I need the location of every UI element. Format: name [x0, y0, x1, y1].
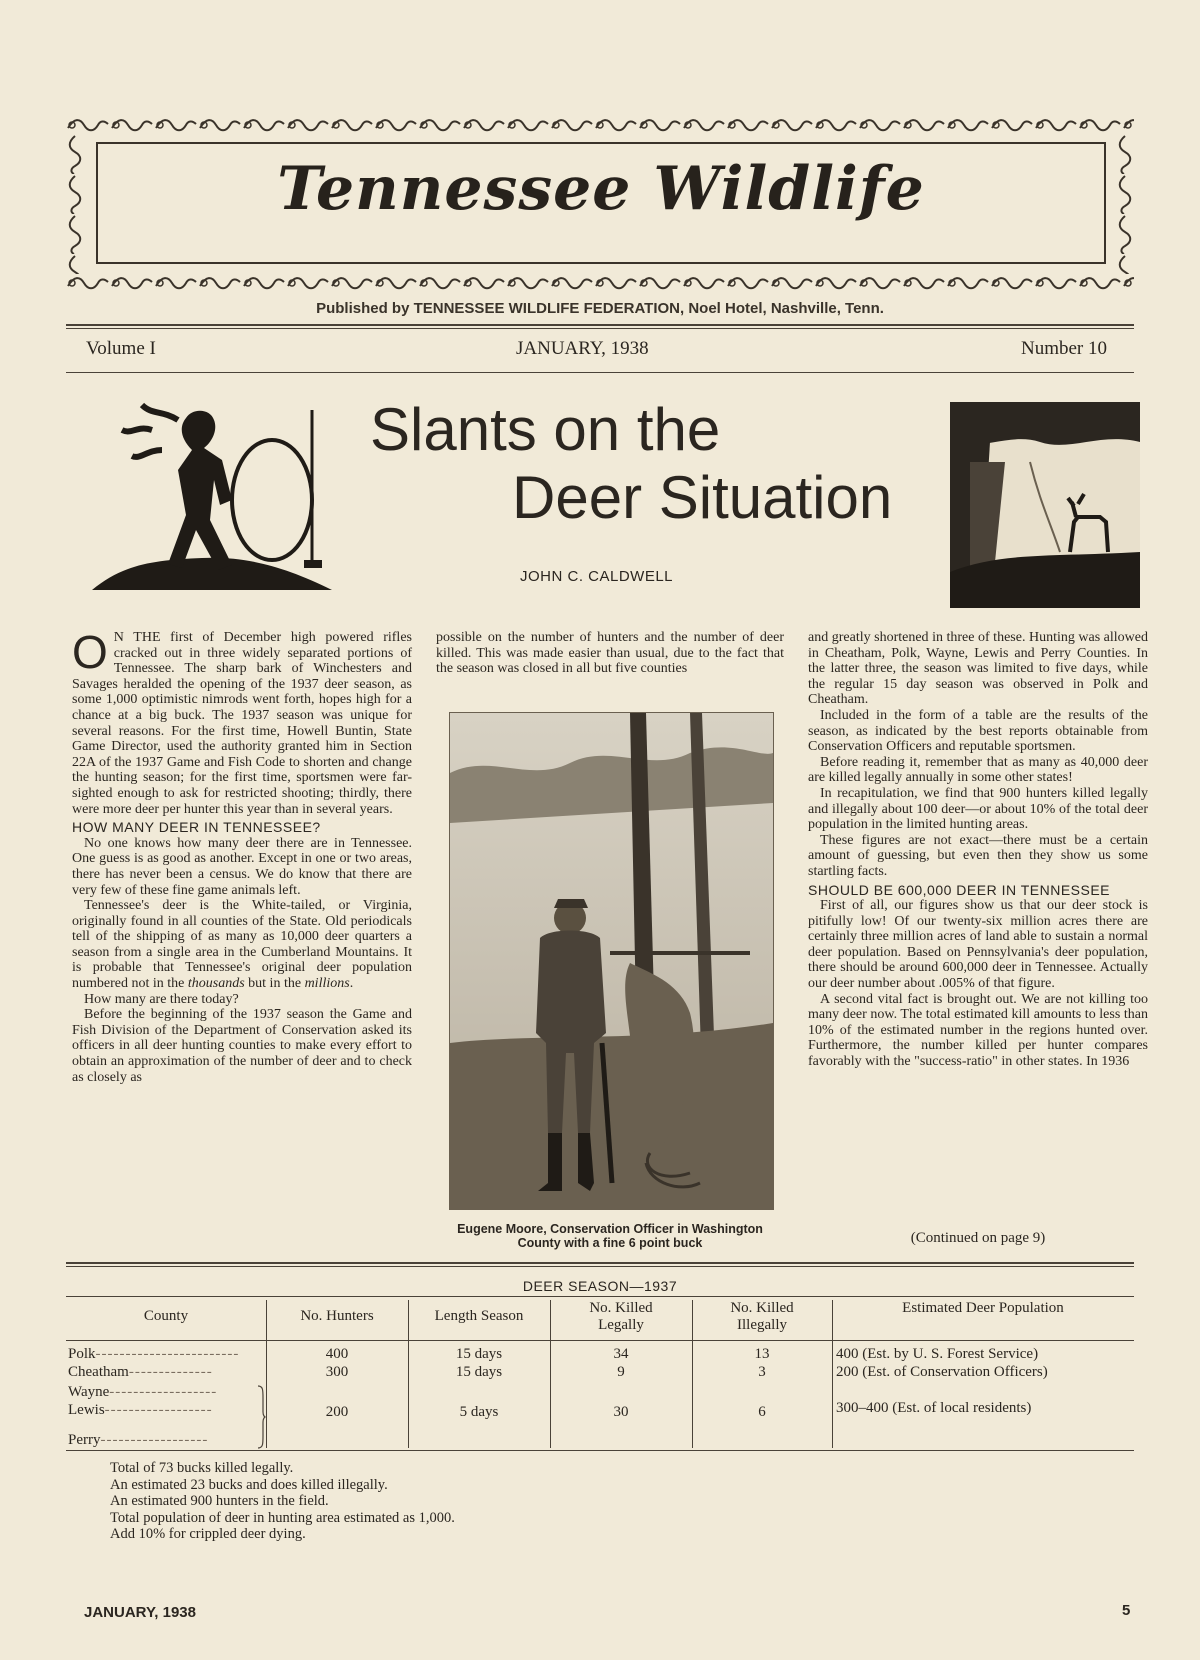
issue-line	[66, 338, 1134, 366]
byline: JOHN C. CALDWELL	[520, 568, 674, 585]
paragraph: and greatly shortened in three of these. Hunting was allowed in Cheatham, Polk, Wayne, Lewis and Perry Counties. In the latter three, the season was limited to five days, while the regular 15 day season was observed in Polk and Cheatham.	[808, 630, 1148, 708]
table-notes	[110, 1460, 455, 1543]
table-cell: 6	[758, 1404, 766, 1420]
table-rule	[66, 1262, 1134, 1264]
paragraph: First of all, our figures show us that our deer stock is pitifully low! Of our twenty-six million acres there are certainly three million acres of land able to sustain a normal deer population. Based on Pennsylvania's deer population, there should be around 600,000 deer in Tennessee. Actually our deer number about .005% of that figure.	[808, 898, 1148, 992]
masthead	[66, 116, 1134, 296]
table-line	[66, 1340, 1134, 1341]
table-cell: 5 days	[459, 1404, 499, 1420]
table-cell: 3	[758, 1364, 766, 1380]
paragraph: In recapitulation, we find that 900 hunters killed legally and illegally about 100 deer—or about 10% of the total deer population in the limited hunting areas.	[808, 785, 1148, 833]
issue-date: JANUARY, 1938	[516, 338, 649, 359]
table-rule-thin	[66, 1266, 1134, 1267]
note-line: Total population of deer in hunting area estimated as 1,000.	[110, 1509, 455, 1526]
table-cell: 300–400 (Est. of local residents)	[836, 1400, 1032, 1416]
note-line: Add 10% for crippled deer dying.	[110, 1526, 306, 1542]
volume-label: Volume I	[86, 338, 156, 359]
header-killed-illegally: No. Killed Illegally	[730, 1300, 794, 1333]
table-row-county: Wayne------------------	[68, 1384, 218, 1400]
note-line: Total of 73 bucks killed legally.	[110, 1460, 294, 1476]
table-line	[66, 1450, 1134, 1451]
table-cell: 34	[613, 1346, 629, 1362]
paragraph: Included in the form of a table are the results of the season, as indicated by the best reports obtainable from Conservation Officers and reputable sportsmen.	[808, 707, 1148, 755]
paragraph: Before reading it, remember that as many as 40,000 deer are killed legally annually in some other states!	[808, 754, 1148, 786]
note-line: An estimated 23 bucks and does killed illegally.	[110, 1476, 388, 1493]
masthead-frame	[96, 142, 1106, 264]
table-cell: 400 (Est. by U. S. Forest Service)	[836, 1346, 1039, 1362]
table-cell: 300	[325, 1364, 349, 1380]
hunter-silhouette-illustration	[82, 390, 342, 600]
scroll-border-right	[1116, 134, 1134, 274]
paragraph: How many are there today?	[84, 991, 239, 1007]
page-number: 5	[1122, 1602, 1131, 1619]
deer-woodcut-illustration	[950, 402, 1140, 608]
header-length: Length Season	[434, 1308, 524, 1324]
table-cell: 400	[325, 1346, 349, 1362]
header-hunters: No. Hunters	[300, 1308, 374, 1324]
table-line	[66, 1296, 1134, 1297]
table-cell: 200 (Est. of Conservation Officers)	[836, 1364, 1048, 1380]
header-killed-legally: No. Killed Legally	[589, 1300, 653, 1333]
deer-season-table	[66, 1296, 1134, 1454]
masthead-title: Tennessee Wildlife	[277, 154, 925, 224]
paragraph: A second vital fact is brought out. We are not killing too many deer now. The total estimated kill amounts to less than 10% of the estimated number in the regions hunted over. Furthermore, the number killed per hunter compares favorably with the "success-ratio" in other states. In 1936	[808, 991, 1148, 1070]
header-rule	[66, 324, 1134, 326]
footer-date: JANUARY, 1938	[84, 1604, 196, 1621]
header-county: County	[143, 1308, 189, 1324]
article-column-2	[436, 630, 784, 677]
issue-number: Number 10	[1021, 338, 1108, 359]
paragraph: O N THE first of December high powered rifles cracked out in three widely separated portions of Tennessee. The sharp bark of Winchesters and Savages heralded the opening of the 1937 deer season, as some 1,000 optimistic nimrods went forth, hopes high for a chance at a big buck. The 1937 season was unique for several reasons. For the first time, Howell Buntin, State Game Director, used the authority granted him in Section 22A of the 1937 Game and Fish Code to shorten and change the hunting season; for the first time, sportsmen were far-sighted enough to ask for restricted shooting; thirdly, there were more deer per hunter this year than in several years.	[72, 626, 412, 817]
subheading: HOW MANY DEER IN TENNESSEE?	[72, 819, 321, 836]
table-row-county: Lewis------------------	[68, 1402, 213, 1418]
table-cell: 15 days	[455, 1346, 503, 1362]
scroll-border-bottom	[66, 274, 1134, 292]
publisher-line: Published by TENNESSEE WILDLIFE FEDERATION, Noel Hotel, Nashville, Tenn.	[316, 300, 884, 317]
paragraph: Before the beginning of the 1937 season the Game and Fish Division of the Department of Conservation asked its officers in all deer hunting counties to make every effort to obtain an approximation of the number of deer and to check as closely as	[72, 1007, 412, 1085]
header-rule-thin	[66, 328, 1134, 329]
paragraph: No one knows how many deer there are in Tennessee. One guess is as good as another. Except in one or two areas, there has never been a census. We do know that there are very few of these fine game animals left.	[72, 835, 412, 898]
table-row-county: Polk------------------------	[68, 1346, 240, 1362]
article-column-1	[72, 626, 412, 1085]
table-cell: 13	[754, 1346, 770, 1362]
headline-line-1: Slants on the	[370, 396, 721, 463]
photo-caption: Eugene Moore, Conservation Officer in Washington County with a fine 6 point buck	[457, 1222, 763, 1250]
continued-note: (Continued on page 9)	[910, 1230, 1046, 1246]
scroll-border-left	[66, 134, 84, 274]
paragraph: Tennessee's deer is the White-tailed, or Virginia, originally found in all counties of the State. Old periodicals tell of the shipping of as many as 10,000 deer quarters a season from a single area in the Cumberland Mountains. It is probable that Tennessee's original deer population numbered not in the thousands but in the millions.	[72, 898, 412, 992]
subheading: SHOULD BE 600,000 DEER IN TENNESSEE	[808, 881, 1111, 898]
note-line: An estimated 900 hunters in the field.	[110, 1493, 329, 1509]
table-row-county: Perry------------------	[68, 1432, 209, 1448]
header-population: Estimated Deer Population	[902, 1300, 1064, 1316]
scroll-border-top	[66, 116, 1134, 134]
headline-line-2: Deer Situation	[512, 464, 893, 531]
paragraph: possible on the number of hunters and the number of deer killed. This was made easier than usual, due to the fact that the season was closed in all but five counties	[436, 630, 784, 677]
table-cell: 200	[325, 1404, 349, 1420]
row-group-brace	[256, 1384, 266, 1450]
table-cell: 9	[617, 1364, 625, 1380]
table-row-county: Cheatham--------------	[68, 1364, 213, 1380]
table-title: DEER SEASON—1937	[522, 1278, 678, 1294]
paragraph: These figures are not exact—there must be a certain amount of guessing, but even then they show us some startling facts.	[808, 832, 1148, 879]
table-cell: 30	[613, 1404, 629, 1420]
table-cell: 15 days	[455, 1364, 503, 1380]
issue-rule	[66, 372, 1134, 373]
officer-with-buck-photo	[449, 712, 774, 1210]
article-column-3	[808, 630, 1148, 1070]
drop-cap: O	[72, 626, 108, 678]
column-divider	[832, 1300, 833, 1448]
